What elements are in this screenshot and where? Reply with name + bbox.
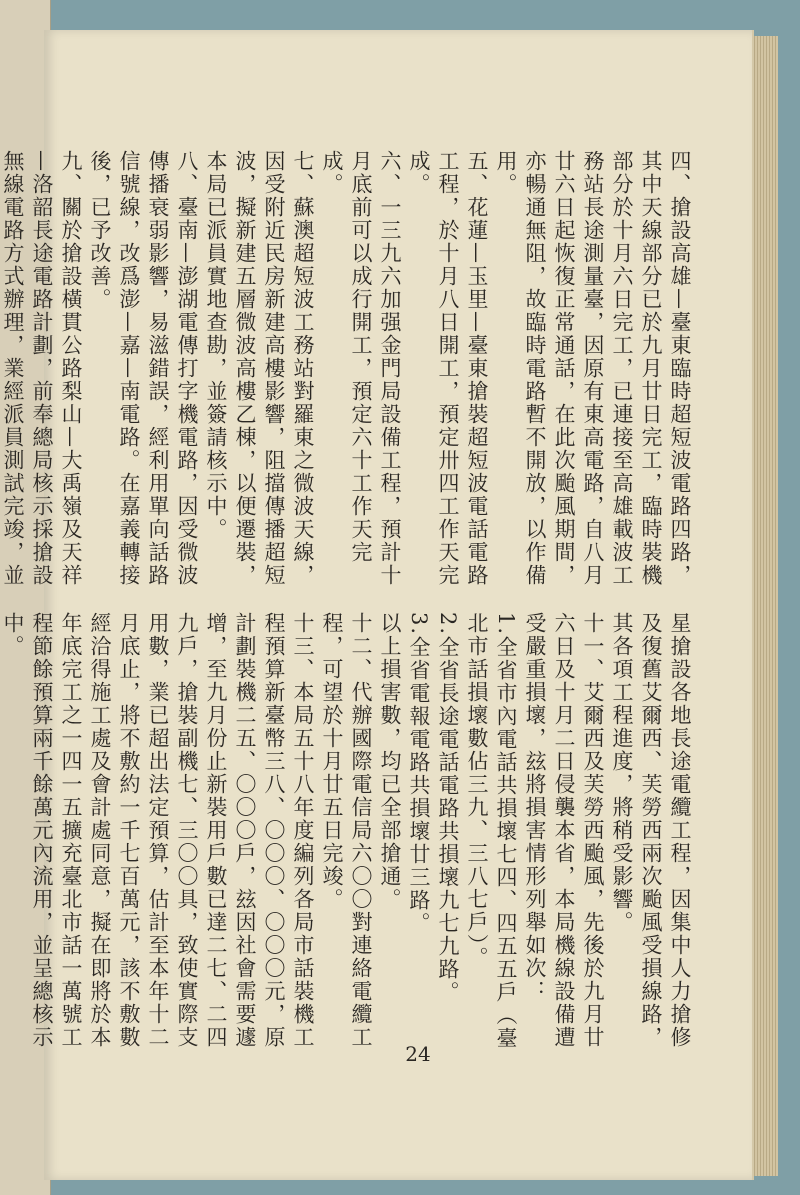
list-item: 2.全省長途電話電路共損壞九七九路。 bbox=[436, 612, 460, 1005]
paragraph: 七、蘇澳超短波工務站對羅東之微波天線，因受附近民房新建高樓影響，阻擋傳播超短波，擬新建五層微波高樓乙棟，以便遷裝，本局已派員實地查勘，並簽請核示中。 bbox=[204, 150, 315, 587]
paragraph: 以上損害數，均已全部搶通。 bbox=[378, 612, 402, 911]
list-item: 1.全省市內電話共損壞七四、四五五戶（臺北市話損壞數佔三九、三八七戶）。 bbox=[465, 612, 518, 1051]
lower-text-block bbox=[1, 612, 694, 1052]
paragraph: 六、一三九六加强金門局設備工程，預計十月底前可以成行開工，預定六十工作天完成。 bbox=[320, 150, 402, 587]
paragraph: 九、關於搶設橫貫公路梨山—大禹嶺及天祥—洛韶長途電路計劃，前奉總局核示採搶設無線電路方式辦理，業經派員測試完竣，並 bbox=[1, 150, 83, 587]
paragraph: 五、花蓮—玉里—臺東搶裝超短波電話電路工程，於十月八日開工，預定卅四工作天完成。 bbox=[407, 150, 489, 587]
paragraph: 星搶設各地長途電纜工程，因集中人力搶修及復舊艾爾西、芙勞西兩次颱風受損線路，其各項工程進度，將稍受影響。 bbox=[610, 612, 692, 1049]
paragraph: 四、搶設高雄—臺東臨時超短波電路四路，其中天線部分已於九月廿日完工，臨時裝機部分於十月六日完工，已連接至高雄載波工務站長途測量臺，因原有東高電路，自八月廿六日起恢復正常通話，在此次颱風期間，亦暢通無阻，故臨時電路暫不開放，以作備用。 bbox=[494, 150, 692, 587]
page-edges bbox=[752, 36, 778, 1176]
paragraph: 十三、本局五十八年度編列各局市話裝機工程預算新臺幣三八、〇〇〇、〇〇〇元，原計劃裝機二五、〇〇〇戶，玆因社會需要遽增，至九月份止新裝用戶數已達二七、二四九戶，搶裝副機七、三〇〇具，致使實際支用數，業已超出法定預算，估計至本年十二月底止，將不敷約一千七百萬元，該不敷數經洽得施工處及會計處同意，擬在即將於本年底完工之一四一五擴充臺北市話一萬號工程節餘預算兩千餘萬元內流用，並呈總核示中。 bbox=[1, 612, 315, 1049]
paragraph: 十一、艾爾西及芙勞西颱風，先後於九月廿六日及十月二日侵襲本省，本局機線設備遭受嚴重損壞，玆將損害情形列舉如次： bbox=[523, 612, 605, 1049]
paragraph: 十二、代辦國際電信局六〇〇對連絡電纜工程，可望於十月廿五日完竣。 bbox=[320, 612, 373, 1049]
paragraph: 八、臺南—澎湖電傳打字機電路，因受微波傳播衰弱影響，易滋錯誤，經利用單向話路信號線，改爲澎—嘉—南電路。在嘉義轉接後，已予改善。 bbox=[88, 150, 199, 587]
list-item: 3.全省電報電路共損壞廿三路。 bbox=[407, 612, 431, 936]
page-number: 24 bbox=[405, 1042, 431, 1066]
document-page bbox=[1, 30, 752, 1180]
upper-text-block bbox=[1, 150, 694, 600]
